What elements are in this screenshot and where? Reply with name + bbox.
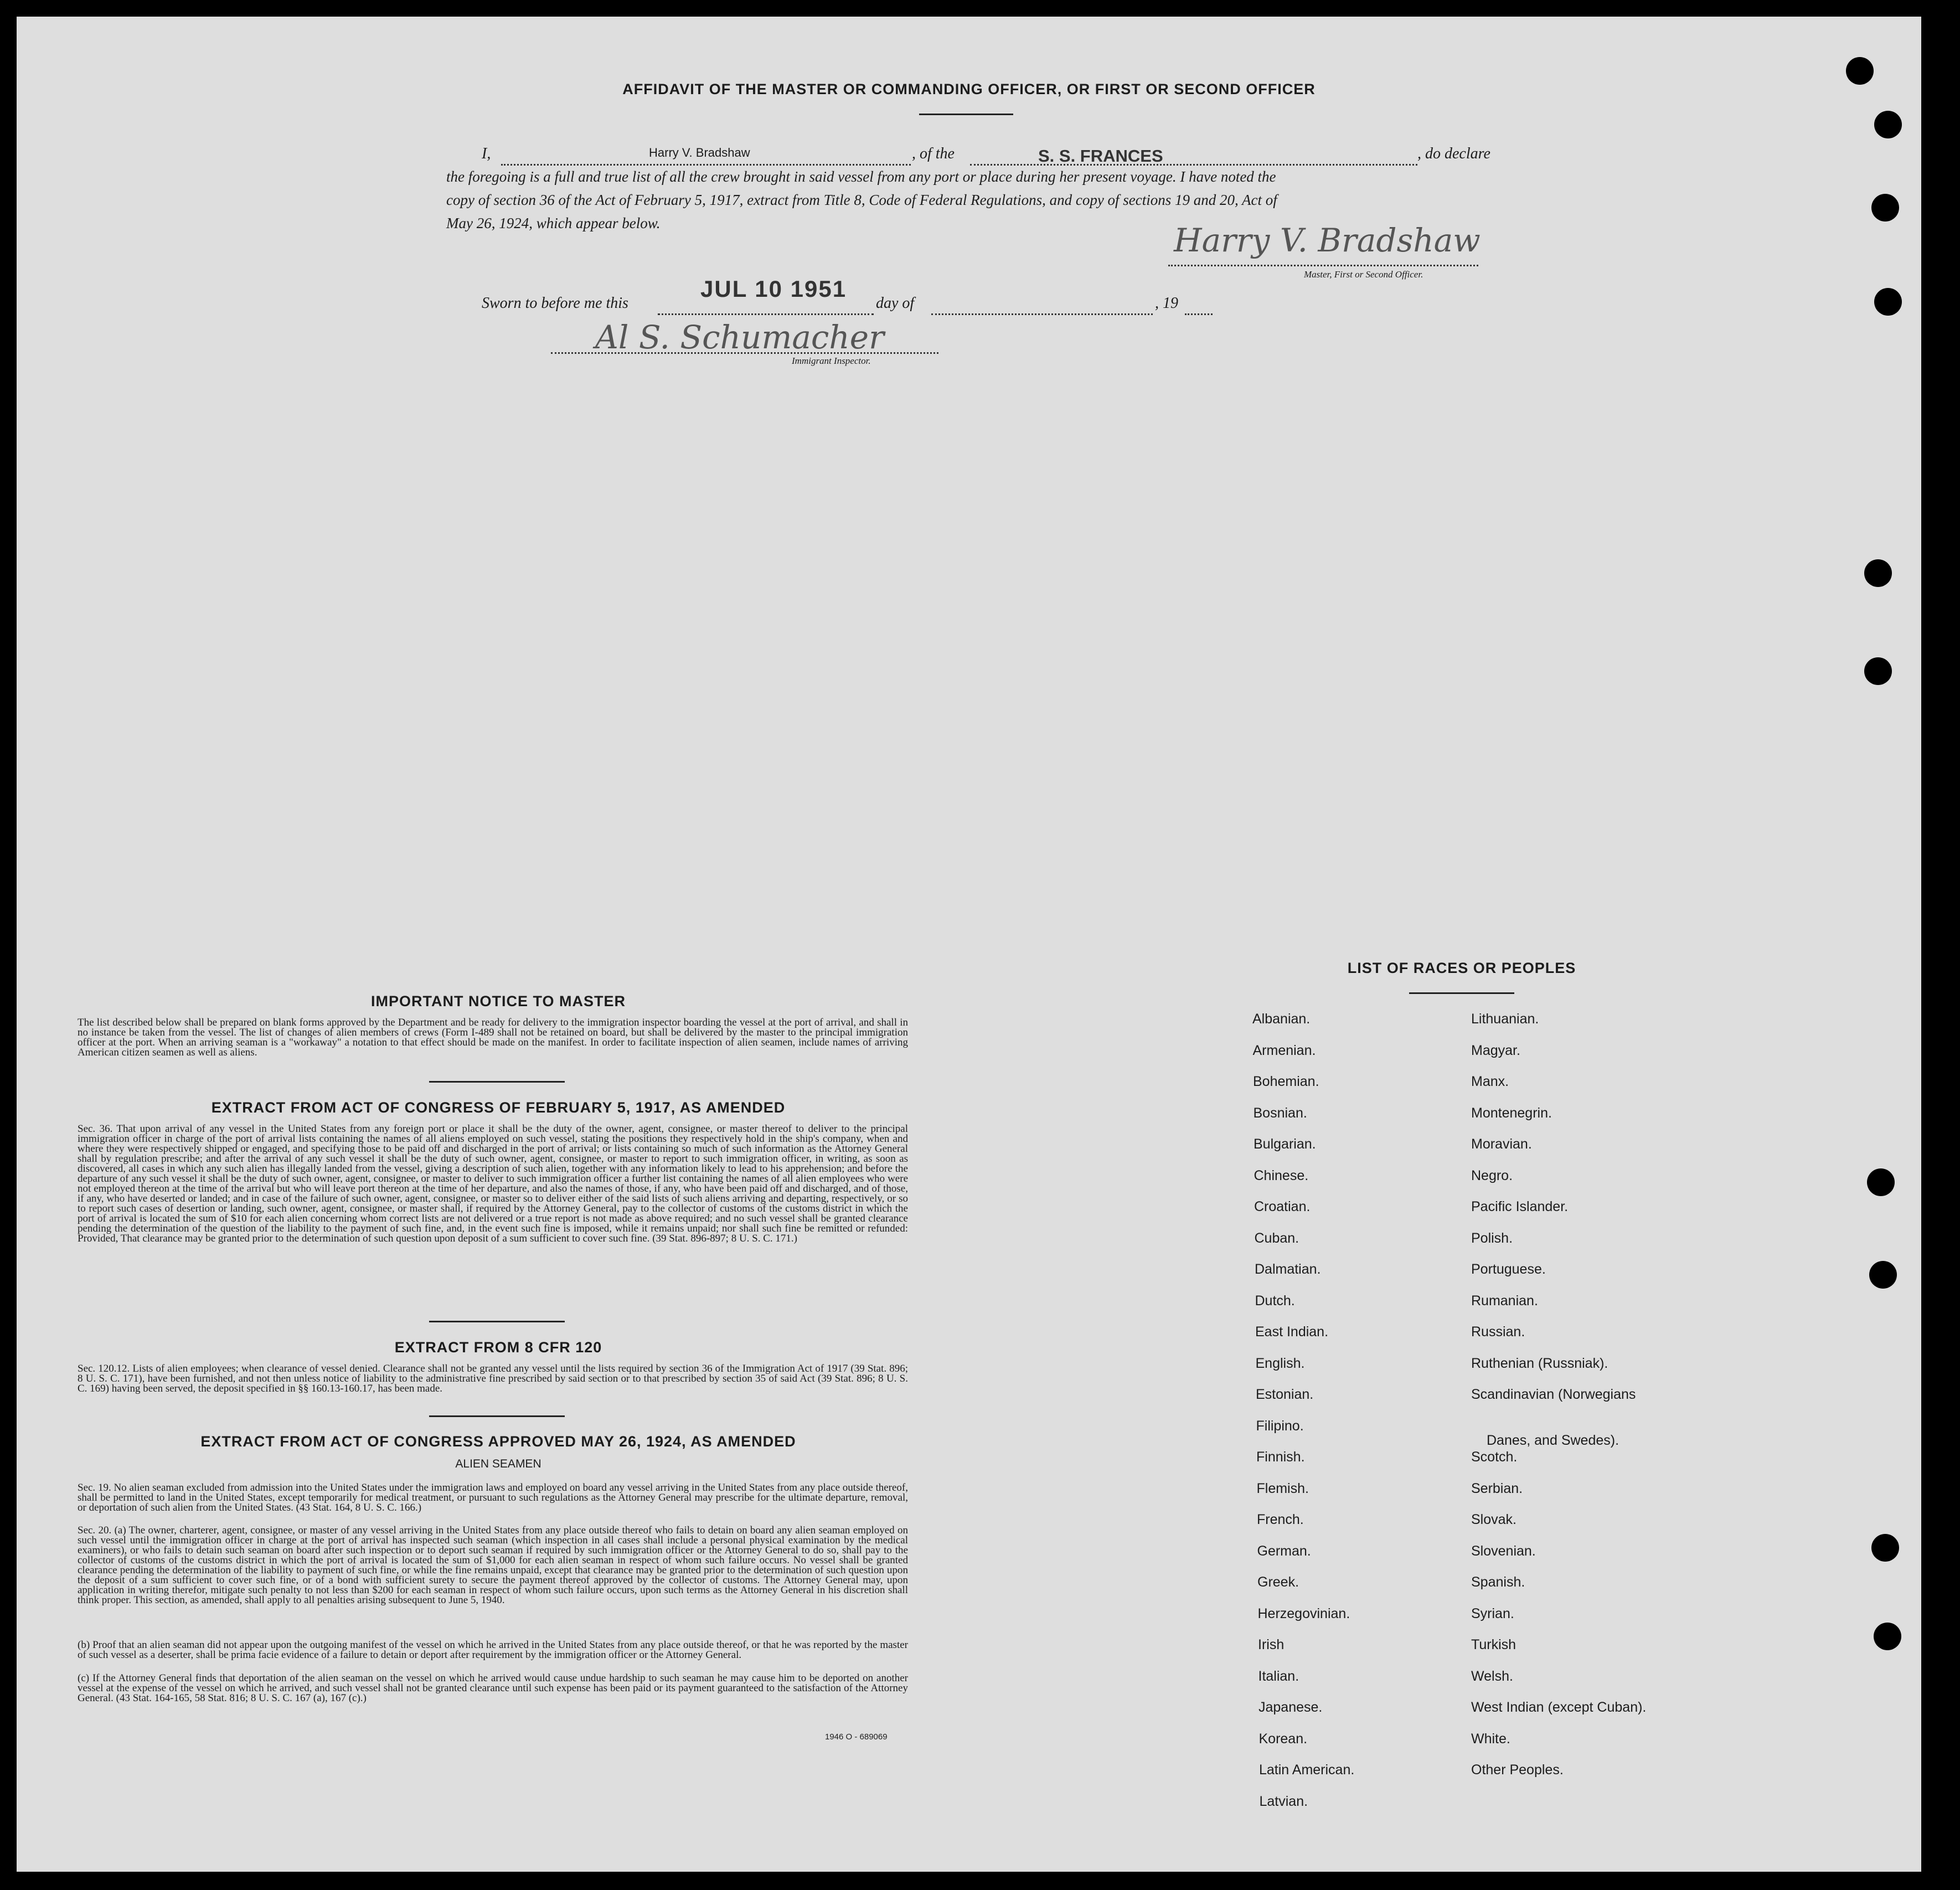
race-item: Slovak. [1471,1512,1517,1527]
race-item: Spanish. [1471,1574,1525,1590]
extract-1924-sec20b: (b) Proof that an alien seaman did not appear upon the outgoing manifest of the vessel on which he arrived in the United States from any place outside thereof, or that he was reported by the master of such vessel as a deserter, shall be prima facie evidence of a failure to detain or deport after requirement by the immigration officer or the Attorney General. [78,1639,908,1661]
race-item: Manx. [1471,1074,1509,1089]
affidavit-text-line2: copy of section 36 of the Act of February 5, 1917, extract from Title 8, Code of Federal Regulations, and copy of sections 19 and 20, Act of [446,192,1277,208]
sworn-day-line [658,313,874,315]
race-item: Portuguese. [1471,1261,1546,1277]
race-item: Korean. [1258,1731,1308,1747]
race-item: Herzegovinian. [1257,1605,1350,1621]
race-item: Lithuanian. [1471,1011,1539,1027]
print-code: 1946 O - 689069 [825,1732,888,1742]
race-item: Cuban. [1254,1230,1299,1246]
race-item: East Indian. [1255,1324,1329,1340]
race-item: Estonian. [1256,1387,1314,1402]
master-signature-line [1168,265,1478,266]
race-item: Albanian. [1252,1011,1311,1027]
race-item: Danes, and Swedes). [1487,1432,1619,1448]
race-item: Flemish. [1256,1480,1309,1496]
binder-hole [1846,57,1874,85]
extract-1924-sec19: Sec. 19. No alien seaman excluded from admission into the United States under the immigration laws and employed on board any vessel arriving in the United States from any place outside thereof, shall be permitted to land in the United States, except temporarily for medical treatment, or pursuant to such regulations as the Attorney General may prescribe for the ultimate departure, removal, or deportation of such alien from the United States. (43 Stat. 164, 8 U. S. C. 166.) [78,1482,908,1513]
binder-hole [1874,1623,1901,1650]
race-item: Italian. [1258,1668,1299,1684]
race-item: Welsh. [1471,1668,1513,1684]
binder-hole [1871,194,1899,222]
extract-1924-title: EXTRACT FROM ACT OF CONGRESS APPROVED MAY 26, 1924, AS AMENDED [200,1433,796,1450]
race-item: German. [1257,1543,1311,1559]
race-item: Scotch. [1471,1449,1518,1465]
binder-hole [1874,111,1902,138]
divider [429,1321,565,1322]
extract-1924-subtitle: ALIEN SEAMEN [455,1458,541,1470]
divider [1409,992,1514,994]
binder-hole [1871,1534,1899,1562]
race-item: Negro. [1471,1167,1513,1183]
race-item: Irish [1258,1637,1285,1652]
race-item: Rumanian. [1471,1292,1538,1309]
race-item: Chinese. [1254,1167,1309,1183]
race-item: Russian. [1471,1324,1525,1340]
binder-hole [1869,1261,1897,1289]
year-label: , 19 [1155,295,1178,312]
extract-1924-sec20c: (c) If the Attorney General finds that deportation of the alien seaman on the vessel on which he arrived would cause undue hardship to such seaman he may cause him to be deported on another vessel at the expense of the vessel on which he arrived, and such vessel shall not be granted clearance until such expense has been paid or its payment guaranteed to the satisfaction of the Attorney General. (43 Stat. 164-165, 58 Stat. 816; 8 U. S. C. 167 (a), 167 (c).) [78,1672,908,1704]
name-line [501,164,911,166]
race-item: Filipino. [1256,1418,1304,1434]
master-name: Harry V. Bradshaw [649,146,750,159]
day-of-label: day of [876,295,915,312]
race-item: Syrian. [1471,1605,1514,1621]
race-item: Polish. [1471,1230,1513,1246]
master-caption: Master, First or Second Officer. [1304,269,1423,280]
race-item: Pacific Islander. [1471,1199,1569,1214]
binder-hole [1864,559,1892,587]
race-item: Dutch. [1255,1292,1295,1309]
race-item: Bohemian. [1253,1074,1319,1089]
inspector-signature: Al S. Schumacher [595,318,884,356]
race-item: English. [1255,1355,1305,1371]
extract-8cfr-text: Sec. 120.12. Lists of alien employees; when clearance of vessel denied. Clearance shall not be granted any vessel until the lists required by section 36 of the Immigration Act of 1917 (39 Stat. 896; 8 U. S. C. 171), have been furnished, and not then unless notice of liability to the administrative fine prescribed by said section or to that prescribed by section 35 of said Act (39 Stat. 896; 8 U. S. C. 169) having been served, the deposit specified in §§ 160.13-160.17, has been made. [78,1363,908,1394]
divider [429,1081,565,1083]
race-item: Moravian. [1471,1136,1532,1152]
race-item: Scandinavian (Norwegians [1471,1387,1636,1402]
race-item: Armenian. [1252,1042,1316,1058]
race-item: West Indian (except Cuban). [1471,1700,1647,1715]
race-item: Bulgarian. [1254,1136,1316,1152]
race-item: Japanese. [1258,1700,1323,1715]
race-item: Dalmatian. [1255,1261,1321,1277]
do-declare-label: , do declare [1417,145,1490,162]
binder-hole [1867,1168,1895,1196]
race-item: Magyar. [1471,1042,1520,1058]
binder-hole [1864,657,1892,685]
sworn-label: Sworn to before me this [482,295,628,312]
sworn-month-line [931,313,1153,315]
extract-1924-sec20a: Sec. 20. (a) The owner, charterer, agent, consignee, or master of any vessel arriving in the United States from any place outside thereof who fails to detain on board any alien seaman employed on such vessel until the immigration officer in charge at the port of arrival has inspected such seaman (which inspection in all cases shall include a personal physical examination by the medical examiners), or who fails to detain such seaman on board after such inspection or to deport such seaman if required by such immigration officer or the Attorney General to do so, shall pay to the collector of customs of the customs district in which the port of arrival is located the sum of $1,000 for each alien seaman in respect of whom such failure occurs. No vessel shall be granted clearance pending the determination of the liability to payment of such fine, or while the fine remains unpaid, except that clearance may be granted prior to the determination of such question upon the deposit of a sum sufficient to cover such fine, or of a bond with sufficient surety to secure the payment thereof approved by the collector of customs. The Attorney General may, upon application in writing therefor, mitigate such penalty to not less than $200 for each seaman in respect of whom such failure occurs, upon such terms as the Attorney General in his discretion shall think proper. This section, as amended, shall apply to all penalties arising subsequent to June 5, 1940. [78,1525,908,1606]
race-item: Serbian. [1471,1480,1523,1496]
race-item: Bosnian. [1253,1105,1307,1121]
date-stamp: JUL 10 1951 [700,276,847,302]
inspector-caption: Immigrant Inspector. [792,356,871,366]
race-item: French. [1257,1512,1304,1527]
divider [429,1415,565,1417]
race-item: Latvian. [1259,1793,1308,1809]
vessel-name: S. S. FRANCES [1038,146,1163,166]
race-item: Croatian. [1254,1199,1311,1214]
of-the-label: , of the [912,145,955,162]
affidavit-text-line1: the foregoing is a full and true list of all the crew brought in said vessel from any port or place during her present voyage. I have noted the [446,168,1276,185]
inspector-signature-line [551,352,938,354]
divider [919,114,1013,115]
sworn-year-line [1185,313,1213,315]
notice-title: IMPORTANT NOTICE TO MASTER [371,993,626,1010]
race-item: Ruthenian (Russniak). [1471,1355,1608,1371]
extract-1917-text: Sec. 36. That upon arrival of any vessel in the United States from any foreign port or place it shall be the duty of the owner, agent, consignee, or master thereof to deliver to the principal immigration officer in charge of the port of arrival lists containing the names of all aliens employed on such vessel, stating the positions they respectively hold in the ship's company, when and where they were respectively shipped or engaged, and specifying those to be paid off and discharged in the port of arrival; or lists containing so much of such information as the Attorney General shall by regulation prescribe; and after the arrival of any such vessel it shall be the duty of such owner, agent, consignee, or master to report to such immigration officer, in writing, as soon as discovered, all cases in which any such alien has illegally landed from the vessel, giving a description of such alien, together with any information likely to lead to his apprehension; and before the departure of any such vessel it shall be the duty of such owner, agent, consignee, or master to deliver to such immigration officer a further list containing the names of all alien employees who were not employed thereon at the time of the arrival but who will leave port thereon at the time of her departure, and also the names of those, if any, who have been paid off and discharged, and of those, if any, who have deserted or landed; and in case of the failure of such owner, agent, consignee, or master so to deliver either of the said lists of such aliens arriving and departing, respectively, or so to report such cases of desertion or landing, such owner, agent, consignee, or master shall, if required by the Attorney General, pay to the collector of customs of the customs district in which the port of arrival is located the sum of $10 for each alien concerning whom correct lists are not delivered or a true report is not made as above required; and no such vessel shall be granted clearance pending the determination of the question of the liability to the payment of such fine, and, in the event such fine is imposed, while it remains unpaid; nor shall such fine be remitted or refunded: Provided, That clearance may be granted prior to the determination of such question upon deposit of a sum sufficient to cover such fine. (39 Stat. 896-897; 8 U. S. C. 171.) [78,1123,908,1244]
race-item: Other Peoples. [1471,1762,1564,1778]
notice-text: The list described below shall be prepared on blank forms approved by the Department and be ready for delivery to the immigration inspector boarding the vessel at the port of arrival, and shall in no instance be taken from the vessel. The list of changes of alien members of crews (Form I-489 shall not be retained on board, but shall be delivered by the master to the principal immigration officer at the port. When an arriving seaman is a "workaway" a notation to that effect should be made on the manifest. In order to facilitate inspection of alien seamen, include names of arriving American citizen seamen as well as aliens. [78,1017,908,1058]
binder-hole [1874,288,1902,316]
vessel-line [970,164,1417,166]
race-item: Slovenian. [1471,1543,1536,1559]
master-signature: Harry V. Bradshaw [1174,222,1481,259]
race-item: White. [1471,1731,1510,1747]
affidavit-title: AFFIDAVIT OF THE MASTER OR COMMANDING OFFICER, OR FIRST OR SECOND OFFICER [622,81,1316,97]
races-title: LIST OF RACES OR PEOPLES [1347,960,1576,976]
affidavit-text-line3: May 26, 1924, which appear below. [446,215,661,231]
race-item: Finnish. [1256,1449,1305,1465]
race-item: Montenegrin. [1471,1105,1552,1121]
race-item: Turkish [1471,1637,1517,1652]
i-label: I, [482,145,491,162]
race-item: Greek. [1257,1574,1299,1590]
race-item: Latin American. [1259,1762,1355,1778]
extract-1917-title: EXTRACT FROM ACT OF CONGRESS OF FEBRUARY 5, 1917, AS AMENDED [211,1099,786,1116]
extract-8cfr-title: EXTRACT FROM 8 CFR 120 [394,1339,602,1356]
